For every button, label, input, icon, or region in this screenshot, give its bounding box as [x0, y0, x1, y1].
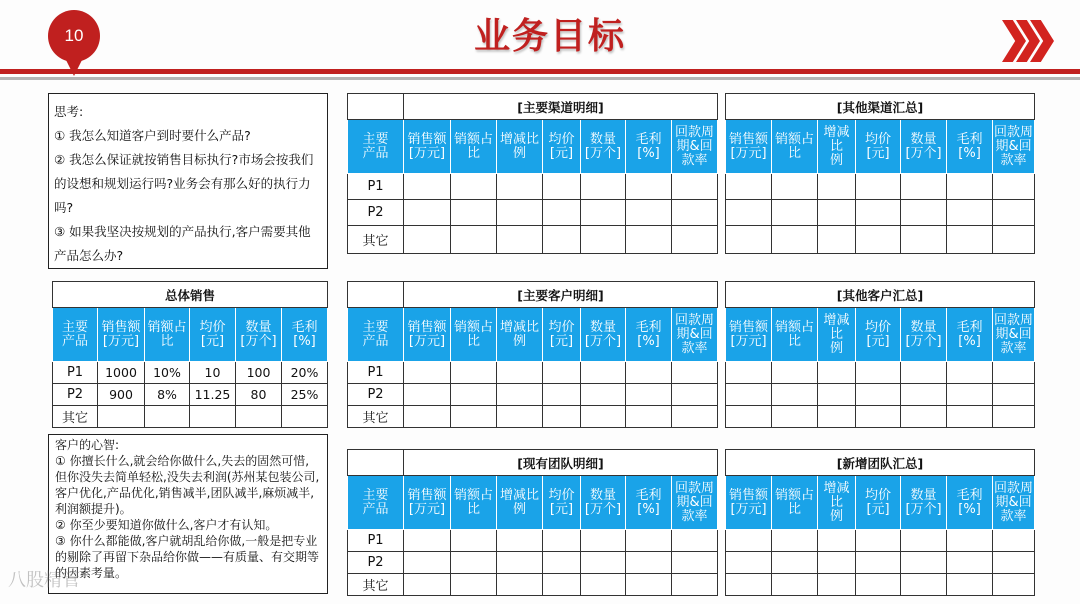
table-cell [726, 530, 772, 552]
gap-cell [718, 200, 726, 226]
table-cell [856, 226, 901, 254]
table-cell [581, 406, 626, 428]
table-cell [543, 200, 581, 226]
column-header: 主要 产品 [53, 308, 98, 362]
table-cell [543, 406, 581, 428]
table-cell [726, 200, 772, 226]
table-cell [672, 362, 718, 384]
row-header: 主要 产品 [348, 308, 404, 362]
column-header: 数量 [万个] [581, 308, 626, 362]
table-cell [726, 362, 772, 384]
table-cell [993, 552, 1035, 574]
table-cell [947, 174, 993, 200]
table-cell [947, 226, 993, 254]
table-cell [856, 200, 901, 226]
gap-cell [718, 308, 726, 362]
table-cell [404, 200, 451, 226]
table-cell [947, 384, 993, 406]
table-cell [726, 406, 772, 428]
column-header: 销售额 [万元] [726, 476, 772, 530]
table-cell [856, 406, 901, 428]
table-cell [856, 552, 901, 574]
table-cell [581, 226, 626, 254]
table-cell [818, 406, 856, 428]
table-cell: 100 [236, 362, 282, 384]
gap-cell [718, 476, 726, 530]
table-cell [543, 362, 581, 384]
header-divider-grey [0, 77, 1080, 80]
header-divider-red [0, 69, 1080, 74]
table-cell [672, 574, 718, 596]
table-cell [581, 530, 626, 552]
table-cell [145, 406, 190, 428]
table-cell [818, 552, 856, 574]
table-cell [451, 200, 497, 226]
table-cell [543, 552, 581, 574]
column-header: 回款周 期&回 款率 [993, 308, 1035, 362]
column-header: 销额占 比 [451, 476, 497, 530]
table-cell [581, 574, 626, 596]
row-label: P2 [348, 552, 404, 574]
table-cell: 11.25 [190, 384, 236, 406]
row-label: P2 [53, 384, 98, 406]
table-cell [726, 226, 772, 254]
column-header: 增减比 例 [818, 120, 856, 174]
column-header: 销售额 [万元] [98, 308, 145, 362]
column-header: 销售额 [万元] [726, 120, 772, 174]
table-cell [497, 362, 543, 384]
table-cell [818, 384, 856, 406]
table-cell [772, 552, 818, 574]
column-header: 数量 [万个] [901, 308, 947, 362]
table-cell [451, 384, 497, 406]
table-cell [993, 362, 1035, 384]
table-cell: 1000 [98, 362, 145, 384]
table-cell [404, 362, 451, 384]
column-header: 均价 [元] [190, 308, 236, 362]
table-cell [404, 530, 451, 552]
table-cell [947, 362, 993, 384]
gap-cell [718, 174, 726, 200]
table-cell [993, 530, 1035, 552]
table-cell: 10% [145, 362, 190, 384]
column-header: 增减比 例 [497, 120, 543, 174]
column-header: 毛利 [%] [947, 308, 993, 362]
table-cell [672, 226, 718, 254]
table-cell [818, 174, 856, 200]
column-header: 毛利 [%] [626, 120, 672, 174]
column-header: 销额占 比 [772, 120, 818, 174]
column-header: 回款周 期&回 款率 [672, 120, 718, 174]
table-cell [901, 530, 947, 552]
slide-number-badge: 10 [48, 10, 100, 62]
table-cell [772, 226, 818, 254]
table-cell [497, 174, 543, 200]
table-cell [497, 226, 543, 254]
table-cell [543, 530, 581, 552]
section-title-right: [其他客户汇总] [726, 282, 1035, 308]
column-header: 毛利 [%] [626, 476, 672, 530]
table-cell [726, 174, 772, 200]
table-cell [901, 552, 947, 574]
column-header: 增减比 例 [818, 476, 856, 530]
column-header: 回款周 期&回 款率 [672, 476, 718, 530]
column-header: 均价 [元] [856, 476, 901, 530]
gap-cell [718, 574, 726, 596]
table-cell [672, 530, 718, 552]
total-sales-title: 总体销售 [53, 282, 328, 308]
table-cell [672, 406, 718, 428]
corner-cell [348, 450, 404, 476]
table-cell [993, 406, 1035, 428]
table-cell [901, 384, 947, 406]
column-header: 销售额 [万元] [726, 308, 772, 362]
column-header: 回款周 期&回 款率 [993, 476, 1035, 530]
table-cell [626, 552, 672, 574]
column-header: 回款周 期&回 款率 [993, 120, 1035, 174]
table-cell [672, 174, 718, 200]
column-header: 回款周 期&回 款率 [672, 308, 718, 362]
table-cell [818, 200, 856, 226]
table-cell [726, 384, 772, 406]
slide-title: 业务目标 [473, 16, 626, 57]
gap-cell [718, 552, 726, 574]
table-cell [856, 362, 901, 384]
table-cell [190, 406, 236, 428]
table-cell [947, 552, 993, 574]
table-cell [581, 552, 626, 574]
table-cell [901, 406, 947, 428]
table-cell: 10 [190, 362, 236, 384]
table-cell [626, 226, 672, 254]
column-header: 销售额 [万元] [404, 120, 451, 174]
table-cell [993, 384, 1035, 406]
table-cell [772, 530, 818, 552]
table-cell [626, 174, 672, 200]
mind-item: ③ 你什么都能做,客户就胡乱给你做,一般是把专业的剔除了再留下杂品给你做——有质量、有交期等的因素考量。 [55, 534, 320, 580]
column-header: 毛利 [%] [947, 120, 993, 174]
table-cell [901, 174, 947, 200]
table-cell [772, 174, 818, 200]
table-cell [404, 552, 451, 574]
detail-grid-table [347, 449, 1035, 596]
column-header: 销额占 比 [451, 308, 497, 362]
row-label: P1 [348, 362, 404, 384]
row-label: 其它 [53, 406, 98, 428]
table-cell [543, 226, 581, 254]
table-cell [818, 530, 856, 552]
table-cell [856, 574, 901, 596]
section-title-left: [主要客户明细] [404, 282, 718, 308]
thinking-item: ③ 如果我坚决按规划的产品执行,客户需要其他产品怎么办? [54, 224, 311, 263]
table-cell [772, 200, 818, 226]
column-header: 数量 [万个] [236, 308, 282, 362]
table-cell [672, 200, 718, 226]
table-cell [404, 174, 451, 200]
gap-cell [718, 384, 726, 406]
row-label: P1 [348, 530, 404, 552]
table-cell [626, 362, 672, 384]
table-cell [772, 406, 818, 428]
table-cell [626, 530, 672, 552]
table-cell [98, 406, 145, 428]
column-header: 均价 [元] [856, 120, 901, 174]
corner-cell [348, 282, 404, 308]
gap-cell [718, 362, 726, 384]
table-cell [993, 226, 1035, 254]
table-cell [581, 174, 626, 200]
row-label: P2 [348, 384, 404, 406]
table-cell [901, 574, 947, 596]
table-cell: 900 [98, 384, 145, 406]
table-cell [236, 406, 282, 428]
column-header: 均价 [元] [856, 308, 901, 362]
gap-cell [718, 406, 726, 428]
table-cell [282, 406, 328, 428]
table-cell [543, 384, 581, 406]
table-cell: 80 [236, 384, 282, 406]
table-cell [856, 384, 901, 406]
table-cell [497, 574, 543, 596]
table-cell: 8% [145, 384, 190, 406]
column-header: 增减比 例 [818, 308, 856, 362]
detail-grid-table [347, 93, 1035, 254]
column-header: 均价 [元] [543, 120, 581, 174]
table-cell [726, 552, 772, 574]
table-cell [947, 200, 993, 226]
table-cell [497, 384, 543, 406]
gap-cell [718, 530, 726, 552]
table-cell: 25% [282, 384, 328, 406]
column-header: 数量 [万个] [581, 120, 626, 174]
row-label: P1 [53, 362, 98, 384]
column-header: 数量 [万个] [901, 120, 947, 174]
table-cell [497, 530, 543, 552]
column-header: 数量 [万个] [901, 476, 947, 530]
table-cell [581, 200, 626, 226]
table-cell [856, 174, 901, 200]
table-cell [672, 552, 718, 574]
thinking-item: ① 我怎么知道客户到时要什么产品? [54, 128, 251, 143]
table-cell [818, 574, 856, 596]
customer-mind-notes [48, 434, 328, 594]
gap-cell [718, 226, 726, 254]
table-cell [626, 406, 672, 428]
table-cell [772, 362, 818, 384]
row-header: 主要 产品 [348, 476, 404, 530]
column-header: 增减比 例 [497, 308, 543, 362]
table-cell [451, 530, 497, 552]
thinking-notes [48, 93, 328, 269]
gap-cell [718, 282, 726, 308]
mind-heading: 客户的心智: [55, 438, 120, 452]
table-cell [497, 406, 543, 428]
table-cell [993, 174, 1035, 200]
table-cell [451, 362, 497, 384]
column-header: 销售额 [万元] [404, 476, 451, 530]
table-cell [672, 384, 718, 406]
table-cell [497, 200, 543, 226]
thinking-item: ② 我怎么保证就按销售目标执行?市场会按我们的设想和规划运行吗?业务会有那么好的执行力吗? [54, 152, 314, 215]
mind-item: ② 你至少要知道你做什么,客户才有认知。 [55, 518, 278, 532]
row-label: P2 [348, 200, 404, 226]
slide-header [0, 0, 1080, 90]
table-cell [404, 406, 451, 428]
table-cell: 20% [282, 362, 328, 384]
table-cell [543, 574, 581, 596]
column-header: 毛利 [%] [947, 476, 993, 530]
table-cell [404, 226, 451, 254]
table-cell [451, 226, 497, 254]
table-cell [901, 226, 947, 254]
table-cell [947, 530, 993, 552]
table-cell [451, 174, 497, 200]
section-title-right: [其他渠道汇总] [726, 94, 1035, 120]
row-label: 其它 [348, 226, 404, 254]
table-cell [772, 384, 818, 406]
gap-cell [718, 120, 726, 174]
watermark: 八股精管 [8, 570, 80, 591]
gap-cell [718, 450, 726, 476]
table-cell [993, 574, 1035, 596]
column-header: 毛利 [%] [282, 308, 328, 362]
table-cell [404, 384, 451, 406]
table-cell [856, 530, 901, 552]
column-header: 销额占 比 [145, 308, 190, 362]
table-cell [947, 406, 993, 428]
table-cell [581, 362, 626, 384]
table-cell [626, 200, 672, 226]
section-title-left: [主要渠道明细] [404, 94, 718, 120]
table-cell [993, 200, 1035, 226]
row-label: P1 [348, 174, 404, 200]
table-cell [772, 574, 818, 596]
column-header: 增减比 例 [497, 476, 543, 530]
detail-grid-table [347, 281, 1035, 428]
table-cell [726, 574, 772, 596]
table-cell [901, 200, 947, 226]
mind-item: ① 你擅长什么,就会给你做什么,失去的固然可惜,但你没失去简单轻松,没失去利润(苏州某包装公司,客户优化,产品优化,销售减半,团队减半,麻烦减半,利润额提升)。 [55, 454, 320, 516]
table-cell [404, 574, 451, 596]
row-label: 其它 [348, 406, 404, 428]
table-cell [497, 552, 543, 574]
row-label: 其它 [348, 574, 404, 596]
column-header: 毛利 [%] [626, 308, 672, 362]
column-header: 均价 [元] [543, 476, 581, 530]
column-header: 销售额 [万元] [404, 308, 451, 362]
gap-cell [718, 94, 726, 120]
table-cell [901, 362, 947, 384]
section-title-right: [新增团队汇总] [726, 450, 1035, 476]
column-header: 销额占 比 [451, 120, 497, 174]
column-header: 销额占 比 [772, 308, 818, 362]
table-cell [626, 574, 672, 596]
table-cell [451, 552, 497, 574]
row-header: 主要 产品 [348, 120, 404, 174]
corner-cell [348, 94, 404, 120]
table-cell [451, 406, 497, 428]
column-header: 数量 [万个] [581, 476, 626, 530]
table-cell [543, 174, 581, 200]
total-sales-table [52, 281, 328, 428]
column-header: 均价 [元] [543, 308, 581, 362]
table-cell [581, 384, 626, 406]
column-header: 销额占 比 [772, 476, 818, 530]
table-cell [451, 574, 497, 596]
table-cell [818, 226, 856, 254]
table-cell [818, 362, 856, 384]
table-cell [626, 384, 672, 406]
table-cell [947, 574, 993, 596]
section-title-left: [现有团队明细] [404, 450, 718, 476]
thinking-heading: 思考: [54, 104, 84, 119]
